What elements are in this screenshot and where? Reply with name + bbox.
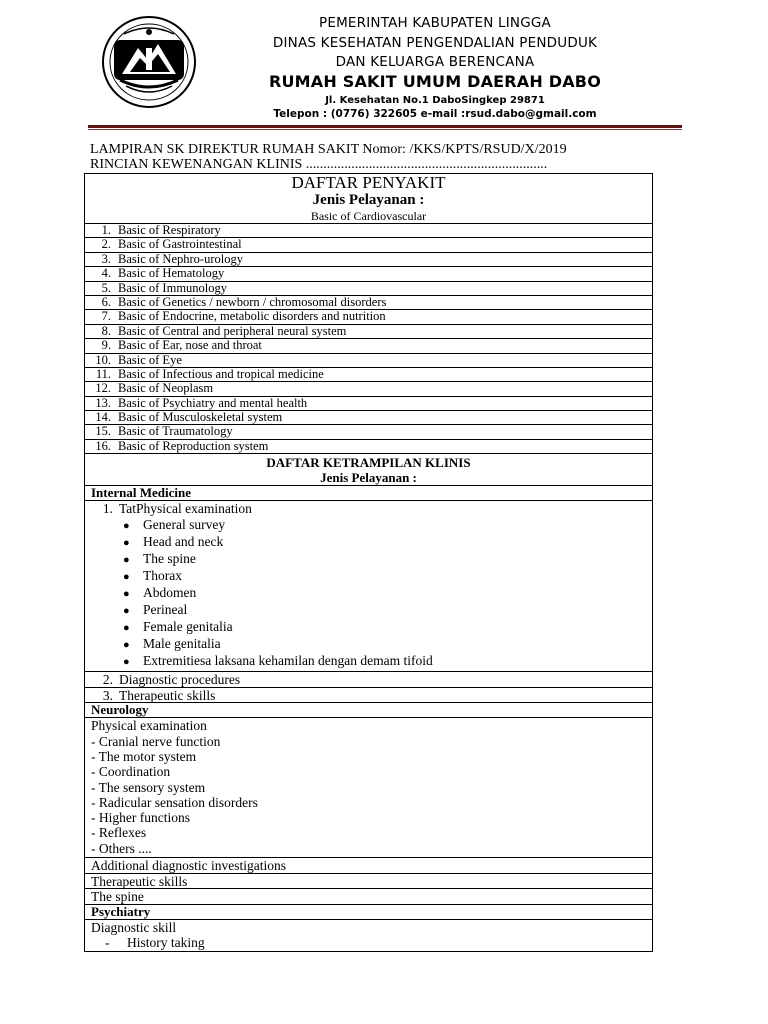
- disease-number: 16.: [95, 438, 111, 453]
- bullet-text: Abdomen: [143, 584, 197, 600]
- disease-row: [84, 237, 653, 251]
- disease-row: [84, 381, 653, 395]
- item-number: 3.: [102, 687, 113, 703]
- internal-medicine-physical-block: [84, 500, 653, 671]
- neurology-exam-line: - Coordination: [91, 764, 171, 780]
- bullet-icon: ●: [123, 656, 130, 669]
- disease-row: [84, 439, 653, 453]
- disease-number: 7.: [101, 309, 111, 324]
- bullet-text: Female genitalia: [143, 619, 233, 635]
- disease-name: Basic of Psychiatry and mental health: [118, 395, 308, 410]
- disease-number: 10.: [95, 352, 111, 367]
- neurology-exam-line: - The motor system: [91, 748, 197, 764]
- item-text: Diagnostic procedures: [119, 672, 241, 688]
- letterhead-contact: Telepon : (0776) 322605 e-mail :rsud.dabo@gmail.com: [273, 108, 597, 120]
- section-psychiatry: Psychiatry: [84, 904, 653, 919]
- letterhead-agency-cont: DAN KELUARGA BERENCANA: [335, 54, 535, 70]
- bullet-text: General survey: [143, 516, 226, 532]
- neurology-exam-line: - The sensory system: [91, 779, 206, 795]
- disease-row: [84, 223, 653, 237]
- list-item: [91, 935, 652, 950]
- regency-seal-logo: [100, 14, 198, 110]
- disease-row: [84, 324, 653, 338]
- exam-bullet-item: [91, 602, 652, 619]
- bullet-icon: ●: [123, 570, 130, 583]
- disease-name: Basic of Traumatology: [118, 424, 233, 439]
- neurology-exam-line: - Others ....: [91, 840, 152, 856]
- item-text: TatPhysical examination: [119, 501, 252, 517]
- disease-number: 9.: [101, 338, 111, 353]
- item-text: Therapeutic skills: [119, 687, 216, 703]
- disease-row: [84, 367, 653, 381]
- disease-row: [84, 396, 653, 410]
- disease-list-header: [84, 173, 653, 223]
- exam-bullet-item: [91, 653, 652, 670]
- list-item: [84, 671, 653, 687]
- dash-marker: -: [105, 934, 110, 950]
- exam-bullet-item: [91, 568, 652, 585]
- section-neurology: Neurology: [84, 702, 653, 717]
- bullet-text: Head and neck: [143, 533, 224, 549]
- neurology-therapeutic-skills: Therapeutic skills: [84, 873, 653, 889]
- item-text: History taking: [127, 934, 205, 950]
- bullet-text: Male genitalia: [143, 636, 221, 652]
- disease-name: Basic of Ear, nose and throat: [118, 338, 262, 353]
- disease-number: 3.: [101, 251, 111, 266]
- exam-bullet-item: [91, 585, 652, 602]
- disease-number: 4.: [101, 266, 111, 281]
- disease-row: [84, 309, 653, 323]
- section-internal-medicine: Internal Medicine: [84, 485, 653, 500]
- letterhead-address: Jl. Kesehatan No.1 DaboSingkep 29871: [325, 95, 545, 106]
- exam-bullet-item: [91, 636, 652, 653]
- disease-number: 14.: [95, 410, 111, 425]
- disease-row: [84, 266, 653, 280]
- bullet-text: The spine: [143, 550, 196, 566]
- disease-name: Basic of Infectious and tropical medicine: [118, 366, 324, 381]
- disease-number: 15.: [95, 424, 111, 439]
- clinical-table: [84, 173, 653, 952]
- item-number: 2.: [102, 672, 113, 688]
- bullet-icon: ●: [123, 587, 130, 600]
- service-type-label: Jenis Pelayanan :: [312, 192, 425, 208]
- disease-number: 12.: [95, 381, 111, 396]
- neurology-exam-line: - Radicular sensation disorders: [91, 794, 258, 810]
- disease-row: [84, 424, 653, 438]
- disease-name: Basic of Neoplasm: [118, 381, 214, 396]
- neurology-exam-line: - Reflexes: [91, 825, 147, 841]
- list-item: [84, 687, 653, 703]
- disease-number: 8.: [101, 323, 111, 338]
- disease-row: [84, 295, 653, 309]
- neurology-physical-block: [84, 717, 653, 857]
- disease-list-title: DAFTAR PENYAKIT: [291, 173, 446, 192]
- decree-reference: LAMPIRAN SK DIREKTUR RUMAH SAKIT Nomor: /KKS/KPTS/RSUD/X/2019: [90, 142, 567, 157]
- bullet-icon: ●: [123, 536, 130, 549]
- bullet-text: Extremitiesa laksana kehamilan dengan demam tifoid: [143, 653, 433, 669]
- disease-row: [84, 353, 653, 367]
- list-item: [91, 501, 652, 516]
- letterhead-government: PEMERINTAH KABUPATEN LINGGA: [319, 15, 551, 31]
- disease-number: 11.: [95, 366, 111, 381]
- bullet-text: Thorax: [143, 567, 182, 583]
- disease-row: [84, 281, 653, 295]
- bullet-icon: ●: [123, 519, 130, 532]
- disease-name: Basic of Immunology: [118, 280, 228, 295]
- disease-row: [84, 410, 653, 424]
- disease-number: 2.: [101, 237, 111, 252]
- exam-bullet-item: [91, 517, 652, 534]
- disease-row: [84, 252, 653, 266]
- letterhead-rule-thin: [88, 129, 682, 130]
- psychiatry-diagnostic-skill: Diagnostic skill: [91, 919, 177, 935]
- clinical-skills-header: [84, 453, 653, 485]
- disease-name: Basic of Hematology: [118, 266, 225, 281]
- bullet-icon: ●: [123, 553, 130, 566]
- neurology-exam-line: - Cranial nerve function: [91, 733, 221, 749]
- letterhead-rule-thick: [88, 125, 682, 128]
- disease-name: Basic of Respiratory: [118, 223, 221, 237]
- disease-name: Basic of Central and peripheral neural system: [118, 323, 347, 338]
- neurology-additional-investigations: Additional diagnostic investigations: [84, 857, 653, 873]
- bullet-text: Perineal: [143, 602, 188, 618]
- disease-row: [84, 338, 653, 352]
- neurology-spine: The spine: [84, 888, 653, 904]
- exam-bullet-item: [91, 551, 652, 568]
- bullet-icon: ●: [123, 605, 130, 618]
- psychiatry-diagnostic-block: [84, 919, 653, 953]
- exam-bullet-item: [91, 534, 652, 551]
- exam-bullet-item: [91, 619, 652, 636]
- clinical-skills-title: DAFTAR KETRAMPILAN KLINIS: [266, 455, 471, 471]
- neurology-exam-line: Physical examination: [91, 718, 207, 734]
- disease-name: Basic of Gastrointestinal: [118, 237, 242, 252]
- disease-name: Basic of Genetics / newborn / chromosomal disorders: [118, 294, 387, 309]
- disease-name: Basic of Endocrine, metabolic disorders and nutrition: [118, 309, 386, 324]
- disease-name: Basic of Musculoskeletal system: [118, 410, 283, 425]
- letterhead-hospital-name: RUMAH SAKIT UMUM DAERAH DABO: [268, 72, 602, 91]
- disease-number: 5.: [101, 280, 111, 295]
- disease-number: 1.: [101, 223, 111, 237]
- bullet-icon: ●: [123, 639, 130, 652]
- clinical-authority-line: RINCIAN KEWENANGAN KLINIS .....................................................................: [90, 157, 548, 172]
- neurology-exam-line: - Higher functions: [91, 810, 190, 826]
- disease-name: Basic of Nephro-urology: [118, 251, 243, 266]
- disease-name: Basic of Eye: [118, 352, 182, 367]
- bullet-icon: ●: [123, 622, 130, 635]
- item-number: 1.: [102, 501, 113, 517]
- letterhead-agency: DINAS KESEHATAN PENGENDALIAN PENDUDUK: [272, 35, 598, 51]
- disease-number: 6.: [101, 294, 111, 309]
- disease-name: Basic of Reproduction system: [118, 438, 269, 453]
- service-type-value: Basic of Cardiovascular: [310, 209, 427, 223]
- disease-number: 13.: [95, 395, 111, 410]
- clinical-skills-service-label: Jenis Pelayanan :: [320, 470, 417, 486]
